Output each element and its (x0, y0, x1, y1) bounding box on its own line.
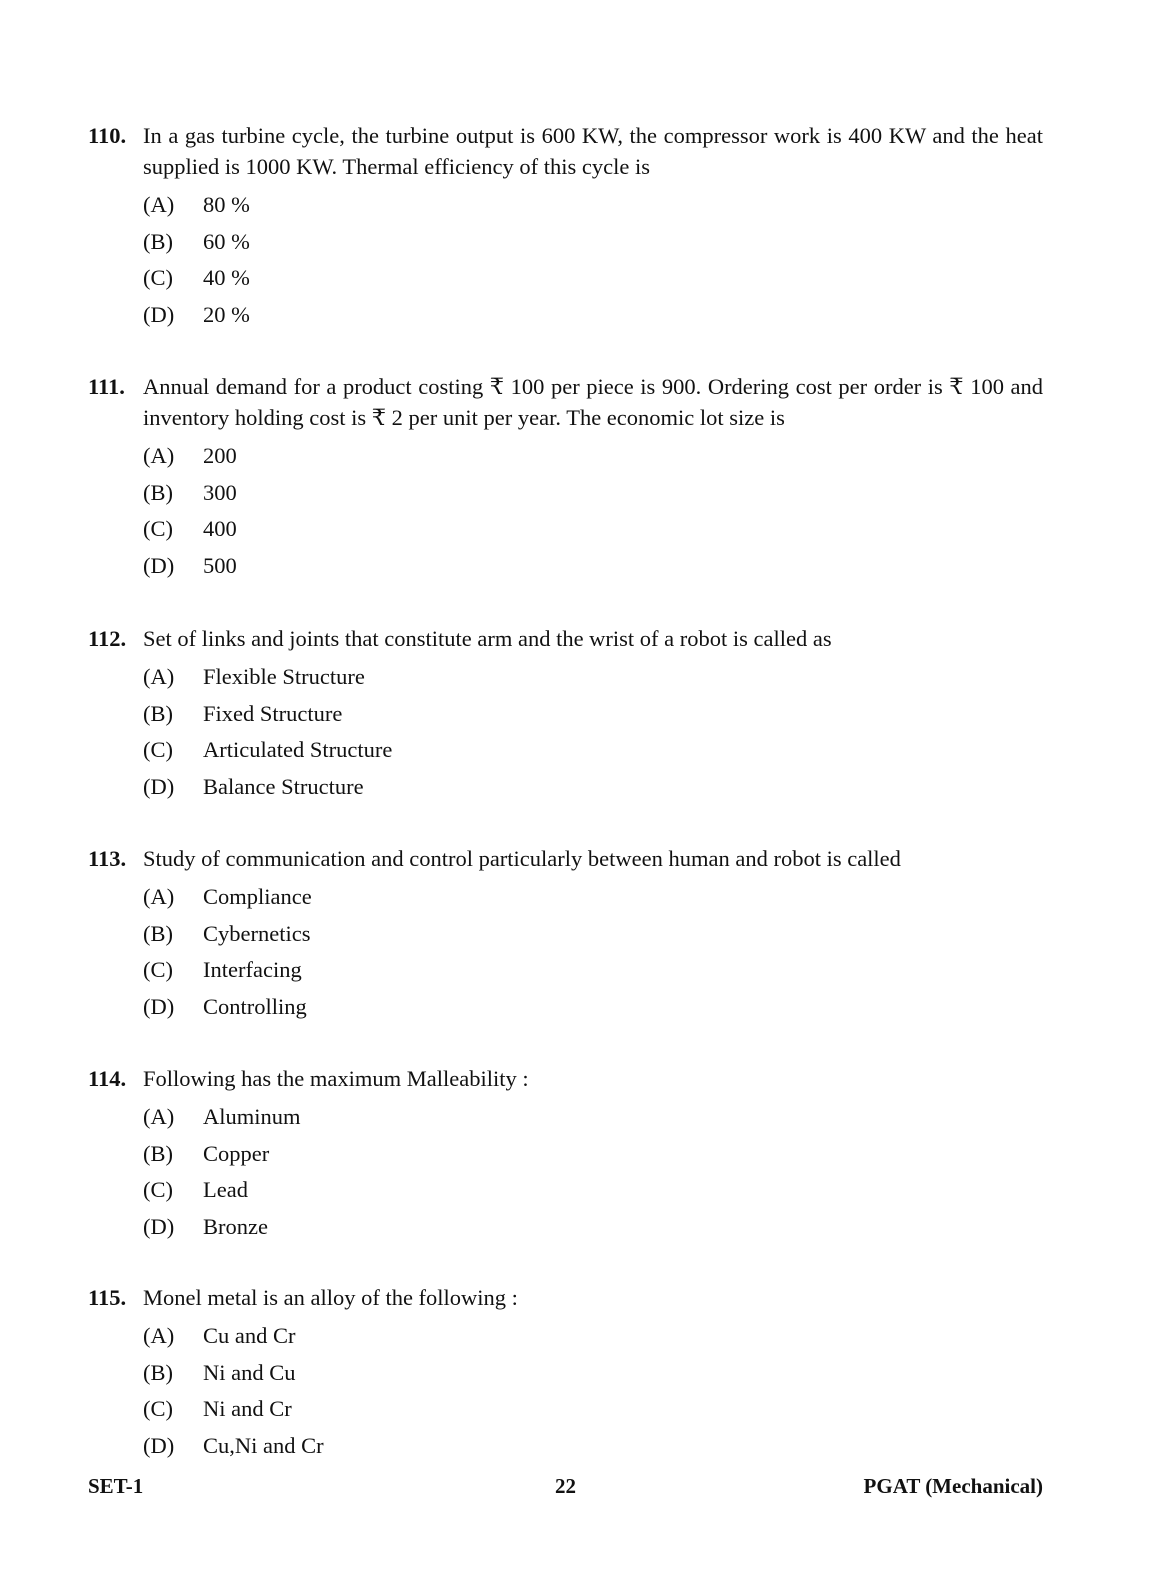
question-114 (88, 1063, 1043, 1246)
option-text: 500 (203, 553, 237, 579)
subject-label: PGAT (Mechanical) (863, 1474, 1043, 1498)
option-d (88, 989, 1043, 1026)
option-text: Interfacing (203, 957, 302, 983)
option-letter: (C) (143, 957, 173, 983)
option-text: 40 % (203, 265, 250, 291)
option-b (88, 1355, 1043, 1392)
option-a (88, 659, 1043, 696)
options-list (88, 1318, 1043, 1465)
option-text: Cu and Cr (203, 1323, 296, 1348)
option-letter: (B) (143, 1140, 173, 1166)
option-letter: (A) (143, 192, 175, 217)
question-stem (88, 371, 1043, 433)
option-a (88, 879, 1043, 916)
option-text: Bronze (203, 1214, 268, 1240)
option-c (88, 732, 1043, 769)
question-112 (88, 623, 1043, 806)
option-c (88, 952, 1043, 989)
option-text: 80 % (203, 192, 250, 217)
option-letter: (B) (143, 1359, 173, 1385)
option-text: 300 (203, 479, 237, 505)
option-text: Cu,Ni and Cr (203, 1433, 324, 1459)
option-letter: (D) (143, 302, 175, 328)
question-text: Annual demand for a product costing ₹ 100 per piece is 900. Ordering cost per order is ₹ 100 and inventory holding cost is ₹ 2 per unit per year. The economic lot size is (143, 374, 1043, 430)
page-number: 22 (555, 1474, 576, 1498)
set-label: SET-1 (88, 1474, 144, 1498)
option-b (88, 916, 1043, 953)
option-d (88, 1209, 1043, 1246)
question-stem (88, 1282, 1043, 1313)
option-letter: (D) (143, 1433, 175, 1459)
option-letter: (D) (143, 774, 175, 800)
question-113 (88, 843, 1043, 1026)
option-text: Copper (203, 1140, 270, 1166)
option-letter: (C) (143, 737, 173, 763)
question-stem (88, 1063, 1043, 1094)
option-text: Fixed Structure (203, 700, 343, 726)
option-text: Balance Structure (203, 774, 364, 800)
option-letter: (A) (143, 443, 175, 468)
question-number: 114. (88, 1066, 127, 1091)
option-letter: (B) (143, 920, 173, 946)
option-d (88, 769, 1043, 806)
option-text: Ni and Cr (203, 1396, 292, 1422)
question-text: Study of communication and control particularly between human and robot is called (143, 846, 901, 871)
option-b (88, 224, 1043, 261)
option-letter: (D) (143, 1214, 175, 1240)
option-a (88, 187, 1043, 224)
options-list (88, 438, 1043, 585)
question-stem (88, 623, 1043, 654)
option-c (88, 260, 1043, 297)
option-letter: (B) (143, 700, 173, 726)
question-number: 112. (88, 626, 127, 651)
question-number: 110. (88, 123, 127, 148)
option-text: 20 % (203, 302, 250, 328)
option-text: Cybernetics (203, 920, 311, 946)
option-letter: (C) (143, 1396, 173, 1422)
question-number: 111. (88, 374, 125, 399)
option-letter: (B) (143, 228, 173, 254)
question-text: Monel metal is an alloy of the following : (143, 1285, 518, 1310)
option-b (88, 1136, 1043, 1173)
option-letter: (C) (143, 265, 173, 291)
options-list (88, 1099, 1043, 1246)
option-letter: (B) (143, 479, 173, 505)
question-number: 113. (88, 846, 127, 871)
option-letter: (A) (143, 1323, 175, 1348)
question-text: In a gas turbine cycle, the turbine output is 600 KW, the compressor work is 400 KW and the heat supplied is 1000 KW. Thermal efficiency of this cycle is (143, 123, 1043, 179)
question-110 (88, 120, 1043, 334)
question-115 (88, 1282, 1043, 1465)
option-text: Articulated Structure (203, 737, 393, 763)
option-text: Ni and Cu (203, 1359, 296, 1385)
options-list (88, 879, 1043, 1026)
option-text: 60 % (203, 228, 250, 254)
option-d (88, 1428, 1043, 1465)
question-number: 115. (88, 1285, 127, 1310)
options-list (88, 187, 1043, 334)
option-letter: (C) (143, 1177, 173, 1203)
option-c (88, 511, 1043, 548)
option-text: Compliance (203, 884, 312, 909)
option-text: 400 (203, 516, 237, 542)
option-b (88, 696, 1043, 733)
option-letter: (A) (143, 664, 175, 689)
option-c (88, 1172, 1043, 1209)
option-text: Lead (203, 1177, 248, 1203)
option-text: Controlling (203, 994, 307, 1020)
option-d (88, 297, 1043, 334)
option-a (88, 1318, 1043, 1355)
option-text: 200 (203, 443, 237, 468)
question-111 (88, 371, 1043, 585)
option-letter: (A) (143, 1104, 175, 1129)
option-letter: (C) (143, 516, 173, 542)
question-text: Set of links and joints that constitute arm and the wrist of a robot is called as (143, 626, 832, 651)
option-letter: (D) (143, 994, 175, 1020)
option-text: Aluminum (203, 1104, 301, 1129)
option-letter: (D) (143, 553, 175, 579)
question-text: Following has the maximum Malleability : (143, 1066, 529, 1091)
options-list (88, 659, 1043, 806)
option-a (88, 1099, 1043, 1136)
option-letter: (A) (143, 884, 175, 909)
option-text: Flexible Structure (203, 664, 365, 689)
option-a (88, 438, 1043, 475)
option-d (88, 548, 1043, 585)
question-stem (88, 120, 1043, 182)
option-b (88, 475, 1043, 512)
option-c (88, 1391, 1043, 1428)
question-stem (88, 843, 1043, 874)
